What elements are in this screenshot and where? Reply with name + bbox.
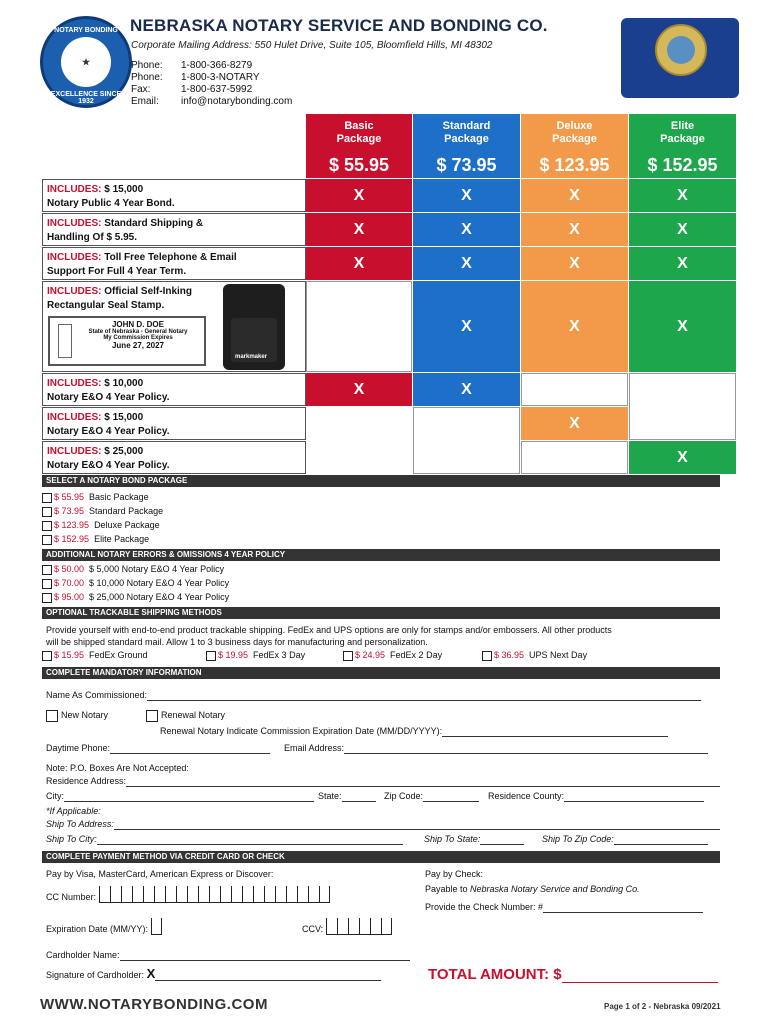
mark-cell: X — [521, 407, 628, 440]
footer-url[interactable]: WWW.NOTARYBONDING.COM — [40, 996, 268, 1013]
company-address: Corporate Mailing Address: 550 Hulet Drive, Suite 105, Bloomfield Hills, MI 48302 — [131, 40, 493, 51]
bond-option[interactable]: $ 73.95 Standard Package — [42, 504, 163, 518]
package-deluxe-header: Deluxe Package $ 123.95 — [521, 114, 628, 178]
empty-cell — [306, 281, 412, 372]
bond-option[interactable]: $ 55.95 Basic Package — [42, 490, 163, 504]
expiration-field[interactable]: Expiration Date (MM/YY): — [46, 918, 162, 935]
checkbox[interactable] — [343, 651, 353, 661]
ship-option[interactable]: $ 19.95 FedEx 3 Day — [206, 649, 305, 661]
mark-cell: X — [629, 247, 736, 280]
eo-options — [42, 562, 229, 604]
checkbox[interactable] — [42, 593, 52, 603]
mark-cell: X — [413, 213, 520, 246]
mark-cell: X — [413, 373, 520, 406]
city-field[interactable]: City: — [46, 790, 314, 802]
package-price: $ 73.95 — [436, 155, 497, 175]
residence-field[interactable]: Residence Address: — [46, 775, 720, 787]
mark-cell: X — [413, 179, 520, 212]
bond-options — [42, 490, 163, 546]
checkbox[interactable] — [206, 651, 216, 661]
check-payable: Payable to Nebraska Notary Service and Bonding Co. — [425, 884, 640, 894]
package-price: $ 55.95 — [328, 155, 390, 175]
contact-value: 1-800-637-5992 — [181, 84, 253, 95]
phone-field[interactable]: Daytime Phone: — [46, 742, 270, 754]
contact-label: Email: — [131, 96, 159, 107]
section-shipping-header: OPTIONAL TRACKABLE SHIPPING METHODS — [42, 607, 720, 619]
mark-cell: X — [521, 281, 628, 372]
mark-cell: X — [521, 179, 628, 212]
total-amount-field[interactable]: TOTAL AMOUNT: $ — [428, 966, 718, 983]
include-row: INCLUDES: Official Self-Inking Rectangular Seal Stamp. — [42, 281, 306, 372]
empty-cell — [629, 373, 736, 440]
new-notary-option[interactable]: New Notary — [46, 709, 108, 722]
bond-option[interactable]: $ 123.95 Deluxe Package — [42, 518, 163, 532]
checkbox[interactable] — [42, 579, 52, 589]
mark-cell: X — [306, 213, 412, 246]
include-row: INCLUDES: $ 15,000 Notary E&O 4 Year Policy. — [42, 407, 306, 440]
signature-field[interactable]: Signature of Cardholder: X — [46, 968, 381, 981]
checkbox[interactable] — [42, 493, 52, 503]
include-row: INCLUDES: Toll Free Telephone & Email Support For Full 4 Year Term. — [42, 247, 306, 280]
cardholder-field[interactable]: Cardholder Name: — [46, 949, 410, 961]
ship-option[interactable]: $ 15.95 FedEx Ground — [42, 649, 148, 661]
contact-value: 1-800-366-8279 — [181, 60, 253, 71]
package-basic-header: Basic Package $ 55.95 — [306, 114, 412, 178]
checkbox[interactable] — [146, 710, 158, 722]
zip-field[interactable]: Zip Code: — [384, 790, 479, 802]
mark-cell: X — [629, 213, 736, 246]
include-row: INCLUDES: $ 25,000 Notary E&O 4 Year Policy. — [42, 441, 306, 474]
check-number-field[interactable]: Provide the Check Number: # — [425, 901, 703, 913]
contact-value[interactable]: info@notarybonding.com — [181, 96, 293, 107]
eo-option[interactable]: $ 50.00 $ 5,000 Notary E&O 4 Year Policy — [42, 562, 229, 576]
checkbox[interactable] — [46, 710, 58, 722]
cc-number-field[interactable]: CC Number: — [46, 886, 330, 903]
logo-top-text: NOTARY BONDING — [54, 27, 118, 34]
mark-cell: X — [629, 281, 736, 372]
checkbox[interactable] — [42, 651, 52, 661]
ship-city-field[interactable]: Ship To City: — [46, 833, 403, 845]
section-info-header: COMPLETE MANDATORY INFORMATION — [42, 667, 720, 679]
ship-option[interactable]: $ 36.95 UPS Next Day — [482, 649, 587, 661]
eo-option[interactable]: $ 95.00 $ 25,000 Notary E&O 4 Year Policy — [42, 590, 229, 604]
empty-cell — [521, 441, 628, 474]
empty-cell — [413, 407, 520, 474]
ship-state-field[interactable]: Ship To State: — [424, 833, 524, 845]
seal-stamp-sample: JOHN D. DOE State of Nebraska - General Notary My Commission Expires June 27, 2027 — [48, 316, 206, 366]
mark-cell: X — [521, 247, 628, 280]
footer-page: Page 1 of 2 - Nebraska 09/2021 — [604, 1002, 721, 1011]
logo-bottom-text: EXCELLENCE SINCE 1932 — [50, 91, 122, 105]
package-elite-header: Elite Package $ 152.95 — [629, 114, 736, 178]
package-price: $ 123.95 — [539, 155, 610, 175]
ship-zip-field[interactable]: Ship To Zip Code: — [542, 833, 708, 845]
ship-option[interactable]: $ 24.95 FedEx 2 Day — [343, 649, 442, 661]
state-field[interactable]: State: — [318, 790, 376, 802]
section-payment-header: COMPLETE PAYMENT METHOD VIA CREDIT CARD OR CHECK — [42, 851, 720, 863]
eagle-icon: ★ — [61, 37, 111, 87]
contact-label: Phone: — [131, 72, 163, 83]
check-label: Pay by Check: — [425, 869, 484, 879]
company-logo — [40, 16, 132, 108]
mark-cell: X — [306, 247, 412, 280]
ccv-field[interactable]: CCV: — [302, 918, 392, 935]
mark-cell: X — [413, 281, 520, 372]
section-bond-header: SELECT A NOTARY BOND PACKAGE — [42, 475, 720, 487]
contact-block — [131, 60, 292, 108]
checkbox[interactable] — [42, 565, 52, 575]
include-row: INCLUDES: Standard Shipping & Handling Of $ 5.95. — [42, 213, 306, 246]
po-note: Note: P.O. Boxes Are Not Accepted: — [46, 763, 189, 773]
checkbox[interactable] — [42, 507, 52, 517]
county-field[interactable]: Residence County: — [488, 790, 704, 802]
stamp-device-image: markmaker — [223, 284, 285, 370]
mark-cell: X — [413, 247, 520, 280]
package-price: $ 152.95 — [647, 155, 718, 175]
email-field[interactable]: Email Address: — [284, 742, 708, 754]
bond-option[interactable]: $ 152.95 Elite Package — [42, 532, 163, 546]
mark-cell: X — [306, 373, 412, 406]
contact-label: Fax: — [131, 84, 151, 95]
section-eo-header: ADDITIONAL NOTARY ERRORS & OMISSIONS 4 YEAR POLICY — [42, 549, 720, 561]
checkbox[interactable] — [42, 535, 52, 545]
mark-cell: X — [521, 213, 628, 246]
mark-cell: X — [629, 441, 736, 474]
company-title: NEBRASKA NOTARY SERVICE AND BONDING CO. — [130, 16, 548, 35]
renewal-expiration-field[interactable]: Renewal Notary Indicate Commission Expiration Date (MM/DD/YYYY): — [160, 725, 668, 737]
checkbox[interactable] — [42, 521, 52, 531]
nebraska-flag-icon — [621, 18, 739, 98]
capitol-icon — [58, 324, 72, 358]
contact-label: Phone: — [131, 60, 163, 71]
renewal-notary-option[interactable]: Renewal Notary — [146, 709, 225, 722]
empty-cell — [521, 373, 628, 406]
include-row: INCLUDES: $ 15,000 Notary Public 4 Year Bond. — [42, 179, 306, 212]
card-instructions: Pay by Visa, MasterCard, American Express or Discover: — [46, 869, 274, 879]
eo-option[interactable]: $ 70.00 $ 10,000 Notary E&O 4 Year Policy — [42, 576, 229, 590]
name-field[interactable]: Name As Commissioned: — [46, 689, 701, 701]
mark-cell: X — [306, 179, 412, 212]
ship-address-field[interactable]: Ship To Address: — [46, 818, 720, 830]
if-applicable-note: *If Applicable: — [46, 806, 101, 816]
include-row: INCLUDES: $ 10,000 Notary E&O 4 Year Policy. — [42, 373, 306, 406]
contact-value: 1-800-3-NOTARY — [181, 72, 260, 83]
checkbox[interactable] — [482, 651, 492, 661]
shipping-description: Provide yourself with end-to-end product trackable shipping. FedEx and UPS options are only for stamps and/or embossers. All other products will be shipped standard mail. Allow 1 to 3 business days for manufacturing and personalization. — [46, 625, 612, 647]
mark-cell: X — [629, 179, 736, 212]
package-standard-header: Standard Package $ 73.95 — [413, 114, 520, 178]
